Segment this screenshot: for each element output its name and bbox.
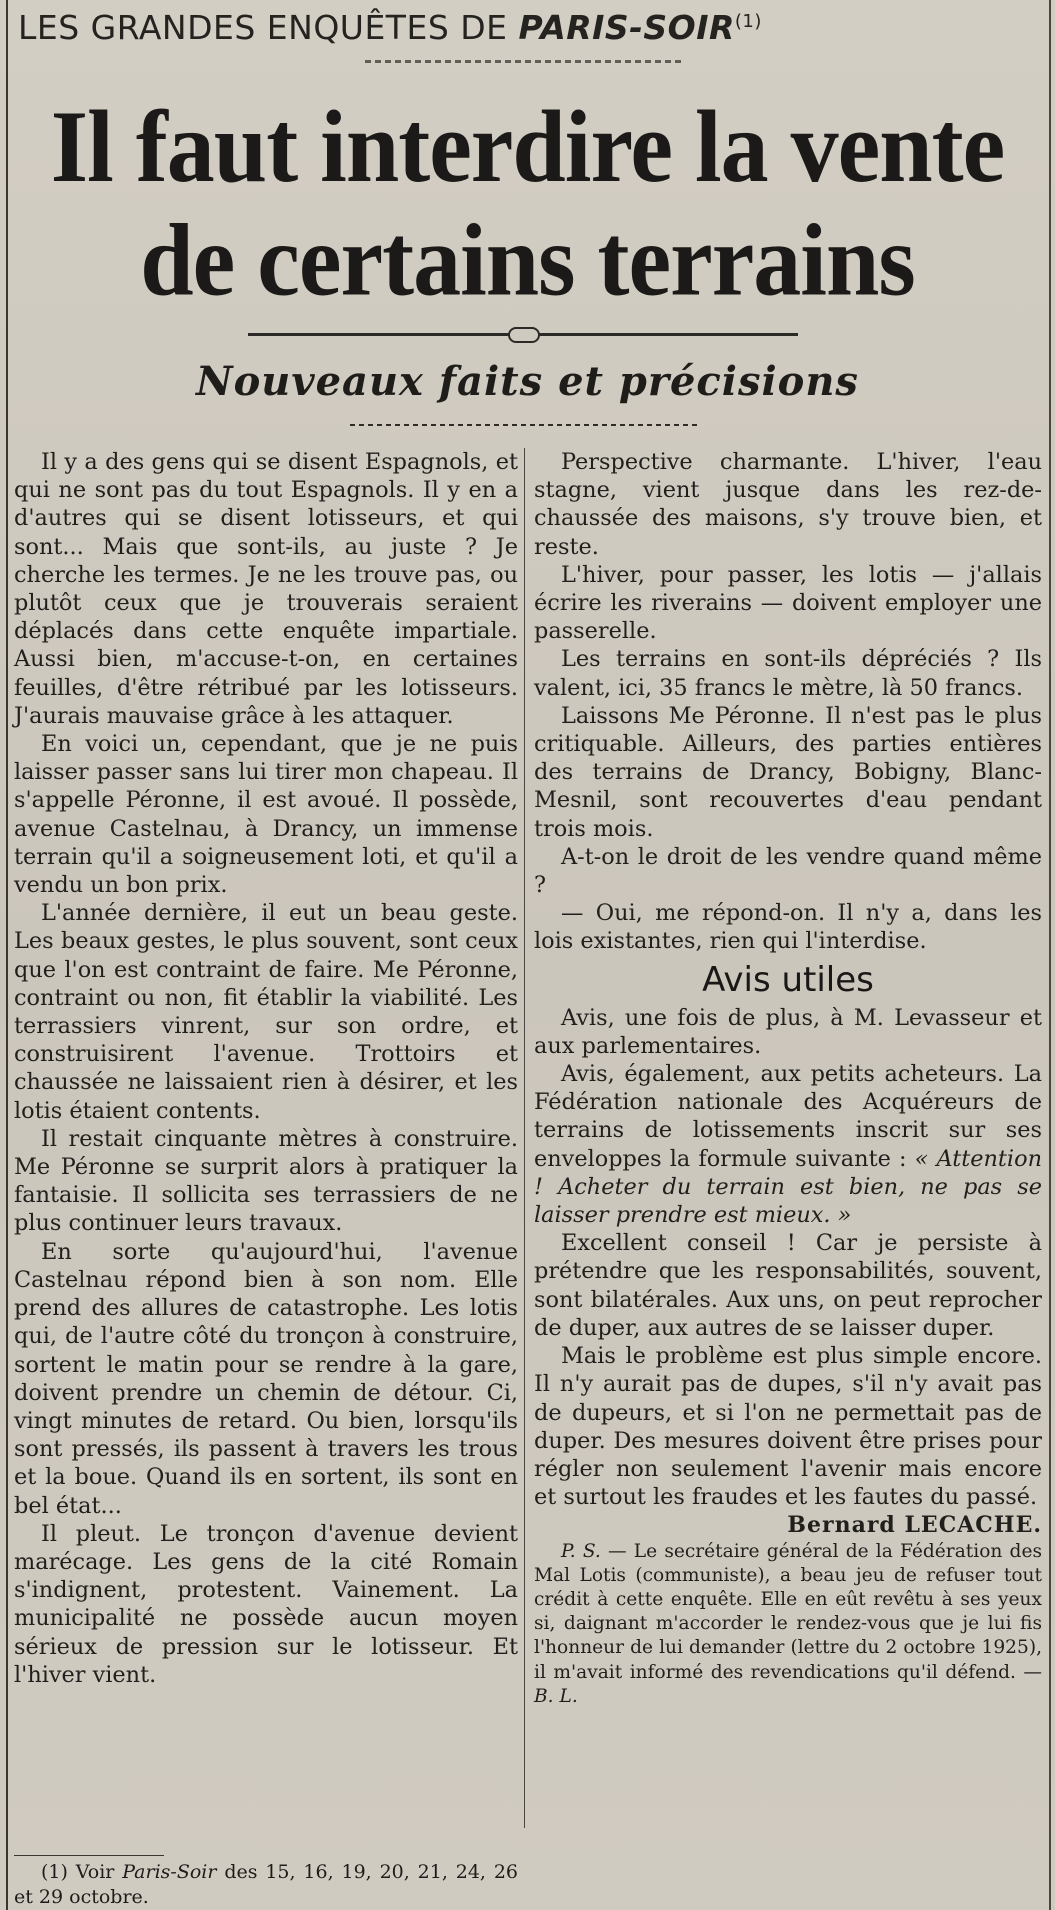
headline-line-1: Il faut interdire la vente — [50, 88, 1005, 204]
right-paragraph-6: — Oui, me répond-on. Il n'y a, dans les lois existantes, rien qui l'interdise. — [534, 900, 1042, 955]
avis-paragraph-1: Avis, une fois de plus, à M. Levasseur et aux parlementaires. — [534, 1004, 1042, 1059]
ps-text: — Le secrétaire général de la Fédération des Mal Lotis (communiste), a beau jeu de refuser tout crédit à cette enquête. Elle en eût revêtu à ses yeux si, daignant m'accorder le rendez-vous que je lui fis l'honneur de lui demander (lettre du 2 octobre 1925), il m'avait informé des revendications qu'il défend. — — [534, 1540, 1042, 1683]
series-header — [18, 8, 1038, 47]
column-divider — [524, 448, 525, 1828]
section-title-avis-utiles: Avis utiles — [702, 959, 874, 1000]
right-paragraph-5: A-t-on le droit de les vendre quand même ? — [534, 843, 1042, 899]
series-underline — [365, 60, 685, 63]
avis-paragraph-2 — [534, 1060, 1042, 1229]
right-paragraph-1: Perspective charmante. L'hiver, l'eau stagne, vient jusque dans les rez-de-chaussée des maisons, s'y trouve bien, et reste. — [534, 449, 1042, 560]
avis-paragraph-3: Excellent conseil ! Car je persiste à prétendre que les responsabilités, souvent, sont bilatérales. Aux uns, on peut reprocher de duper, aux autres de se laisser duper. — [534, 1230, 1042, 1341]
ornament-dot — [508, 327, 540, 343]
subhead-rule — [350, 424, 700, 426]
author-signature: Bernard LECACHE. — [787, 1512, 1042, 1539]
series-paper-name: PARIS-SOIR — [518, 8, 735, 47]
right-paragraph-2: L'hiver, pour passer, les lotis — j'allais écrire les riverains — doivent employer une passerelle. — [534, 561, 1042, 645]
subheadline: Nouveaux faits et précisions — [196, 358, 859, 405]
right-paragraph-4: Laissons Me Péronne. Il n'est pas le plus critiquable. Ailleurs, des parties entières des terrains de Drancy, Bobigny, Blanc-Mesnil, sont recouvertes d'eau pendant trois mois. — [534, 702, 1042, 842]
right-paragraph-3: Les terrains en sont-ils dépréciés ? Ils valent, ici, 35 francs le mètre, là 50 francs. — [534, 646, 1042, 701]
left-paragraph-2: En voici un, cependant, que je ne puis laisser passer sans lui tirer mon chapeau. Il s'appelle Péronne, il est avoué. Il possède, avenue Castelnau, à Drancy, un immense terrain qu'il a soigneusement loti, et qu'il a vendu un bon prix. — [14, 731, 518, 899]
left-paragraph-4: Il restait cinquante mètres à construire. Me Péronne se surprit alors à pratiquer la fantaisie. Il sollicita ses terrassiers de ne plus continuer leurs travaux. — [14, 1125, 518, 1237]
series-footnote-mark: (1) — [734, 11, 762, 32]
avis-paragraph-2-text: Avis, également, aux petits acheteurs. La Fédération nationale des Acquéreurs de terrains de lotissements inscrit sur ses enveloppes la formule suivante : — [534, 1061, 1042, 1172]
ps-initials: B. L. — [534, 1685, 578, 1707]
headline — [0, 90, 1055, 317]
right-column — [534, 448, 1042, 1709]
footnote-dates: des 15, 16, 19, 20, 21, 24, 26 et 29 octobre. — [14, 1861, 518, 1908]
left-paragraph-1: Il y a des gens qui se disent Espagnols, et qui ne sont pas du tout Espagnols. Il y en a d'autres qui se disent lotisseurs, et qui sont... Mais que sont-ils, au juste ? Je cherche les termes. Je ne les trouve pas, ou plutôt ceux que je trouverais seraient déplacés dans cette enquête impartiale. Aussi bien, m'accuse-t-on, en certaines feuilles, d'être rétribué par les lotisseurs. J'aurais mauvaise grâce à les attaquer. — [14, 449, 518, 729]
avis-paragraph-4: Mais le problème est plus simple encore. Il n'y aurait pas de dupes, s'il n'y avait pas de dupeurs, et si l'on ne permettait pas de duper. Des mesures doivent être prises pour régler non seulement l'avenir mais encore et surtout les fraudes et les fautes du passé. — [534, 1343, 1042, 1511]
footnote — [14, 1860, 518, 1910]
ps-label: P. S. — [561, 1540, 601, 1562]
postscript — [534, 1540, 1042, 1709]
footnote-rule — [14, 1855, 164, 1856]
footnote-prefix: (1) Voir — [41, 1861, 115, 1883]
left-paragraph-3: L'année dernière, il eut un beau geste. Les beaux gestes, le plus souvent, sont ceux que l'on est contraint de faire. Me Péronne, contraint ou non, fit établir la viabilité. Les terrassiers vinrent, sur son ordre, et construisirent l'avenue. Trottoirs et chaussée ne laissaient rien à désirer, et les lotis étaient contents. — [14, 900, 518, 1124]
headline-ornament-rule — [248, 333, 798, 336]
headline-line-2: de certains terrains — [140, 202, 915, 317]
left-paragraph-6: Il pleut. Le tronçon d'avenue devient marécage. Les gens de la cité Romain s'indignent, protestent. Vainement. La municipalité ne possède aucun moyen sérieux de pression sur le lotisseur. Et l'hiver vient. — [14, 1520, 518, 1688]
avis-quote: « Attention ! Acheter du terrain est bien, ne pas se laisser prendre est mieux. » — [534, 1145, 1042, 1229]
series-text: LES GRANDES ENQUÊTES DE — [18, 8, 508, 47]
left-column — [14, 448, 518, 1689]
footnote-paper: Paris-Soir — [122, 1861, 217, 1883]
left-paragraph-5: En sorte qu'aujourd'hui, l'avenue Castelnau répond bien à son nom. Elle prend des allures de catastrophe. Les lotis qui, de l'autre côté du tronçon à construire, sortent le matin pour se rendre à la gare, doivent prendre un chemin de détour. Ci, vingt minutes de retard. Ou bien, lorsqu'ils sont pressés, ils passent à travers les trous et la boue. Quand ils en sortent, ils sont en bel état... — [14, 1238, 518, 1519]
